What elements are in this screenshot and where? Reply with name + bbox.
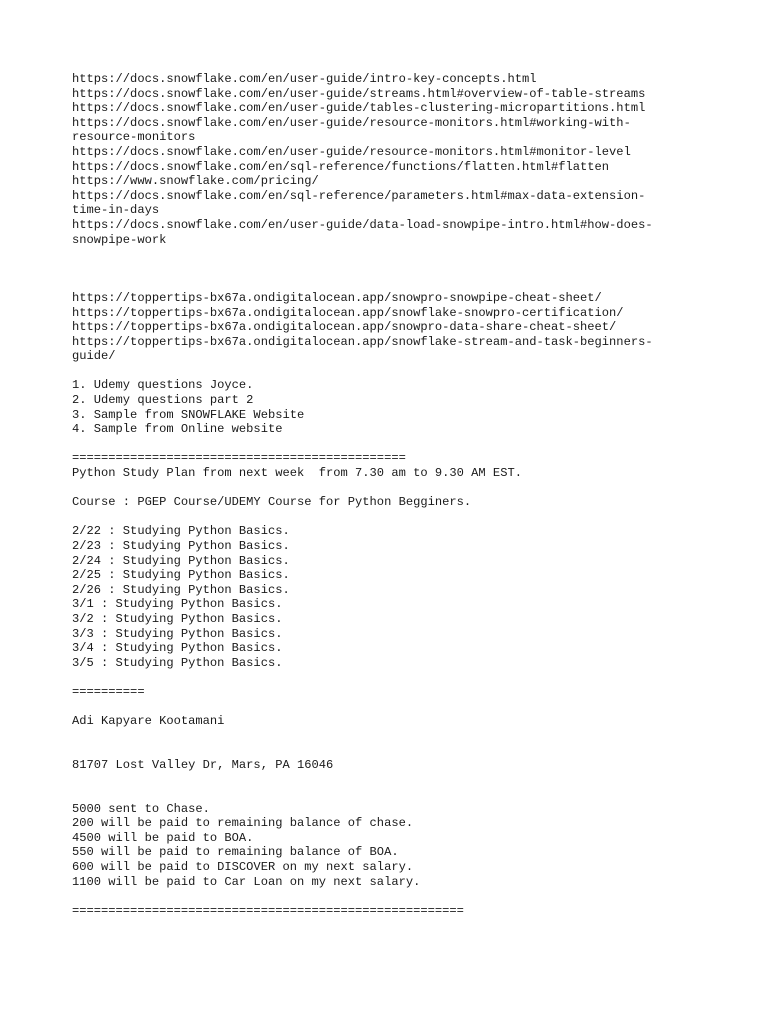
- separator: ==========: [72, 684, 145, 699]
- list-item: 4. Sample from Online website: [72, 422, 283, 437]
- link-line: snowpipe-work: [72, 232, 167, 247]
- schedule-item: 2/22 : Studying Python Basics.: [72, 524, 290, 539]
- link-line: https://www.snowflake.com/pricing/: [72, 174, 319, 189]
- snowflake-links-section: [72, 72, 712, 247]
- link-line: https://docs.snowflake.com/en/user-guide/streams.html#overview-of-table-streams: [72, 86, 646, 101]
- blank-line: [72, 743, 712, 758]
- schedule-item: 3/2 : Studying Python Basics.: [72, 611, 283, 626]
- payment-item: 4500 will be paid to BOA.: [72, 830, 254, 845]
- blank-line: [72, 700, 712, 715]
- link-line: https://docs.snowflake.com/en/user-guide/data-load-snowpipe-intro.html#how-does-: [72, 217, 653, 232]
- list-item: 1. Udemy questions Joyce.: [72, 378, 254, 393]
- link-line: https://docs.snowflake.com/en/user-guide/resource-monitors.html#working-with-: [72, 115, 631, 130]
- course-line: Course : PGEP Course/UDEMY Course for Python Begginers.: [72, 495, 472, 510]
- study-plan-heading: Python Study Plan from next week from 7.30 am to 9.30 AM EST.: [72, 466, 522, 481]
- schedule-item: 3/1 : Studying Python Basics.: [72, 597, 283, 612]
- blank-line: [72, 729, 712, 744]
- link-line: https://docs.snowflake.com/en/user-guide/intro-key-concepts.html: [72, 72, 537, 86]
- list-item: 2. Udemy questions part 2: [72, 393, 254, 408]
- blank-line: [72, 262, 712, 277]
- link-line: resource-monitors: [72, 130, 196, 145]
- blank-line: [72, 364, 712, 379]
- schedule-item: 2/23 : Studying Python Basics.: [72, 539, 290, 553]
- payment-item: 1100 will be paid to Car Loan on my next salary.: [72, 874, 421, 889]
- link-line: https://docs.snowflake.com/en/user-guide/resource-monitors.html#monitor-level: [72, 144, 631, 159]
- blank-line: [72, 670, 712, 685]
- blank-line: [72, 247, 712, 262]
- payment-item: 5000 sent to Chase.: [72, 801, 210, 816]
- payment-item: 200 will be paid to remaining balance of chase.: [72, 816, 414, 831]
- blank-line: [72, 276, 712, 291]
- schedule-item: 2/26 : Studying Python Basics.: [72, 582, 290, 597]
- study-schedule-list: [72, 524, 712, 670]
- payment-item: 600 will be paid to DISCOVER on my next salary.: [72, 860, 414, 875]
- link-line: https://toppertips-bx67a.ondigitalocean.app/snowpro-data-share-cheat-sheet/: [72, 320, 617, 335]
- question-sources-list: [72, 378, 712, 436]
- blank-line: [72, 437, 712, 452]
- link-line: guide/: [72, 349, 116, 364]
- schedule-item: 3/3 : Studying Python Basics.: [72, 626, 283, 641]
- link-line: https://toppertips-bx67a.ondigitalocean.app/snowflake-stream-and-task-beginners-: [72, 334, 653, 349]
- blank-line: [72, 773, 712, 788]
- link-line: https://toppertips-bx67a.ondigitalocean.app/snowflake-snowpro-certification/: [72, 305, 624, 320]
- document-page: [72, 72, 712, 918]
- link-line: https://docs.snowflake.com/en/sql-reference/functions/flatten.html#flatten: [72, 159, 610, 174]
- schedule-item: 3/5 : Studying Python Basics.: [72, 655, 283, 670]
- separator: ==============================================: [72, 451, 406, 466]
- address: 81707 Lost Valley Dr, Mars, PA 16046: [72, 757, 334, 772]
- schedule-item: 2/25 : Studying Python Basics.: [72, 568, 290, 583]
- schedule-item: 3/4 : Studying Python Basics.: [72, 641, 283, 656]
- blank-line: [72, 787, 712, 802]
- link-line: https://toppertips-bx67a.ondigitalocean.app/snowpro-snowpipe-cheat-sheet/: [72, 290, 602, 305]
- person-name: Adi Kapyare Kootamani: [72, 714, 225, 729]
- payments-list: [72, 802, 712, 890]
- schedule-item: 2/24 : Studying Python Basics.: [72, 553, 290, 568]
- blank-line: [72, 481, 712, 496]
- link-line: time-in-days: [72, 203, 160, 218]
- list-item: 3. Sample from SNOWFLAKE Website: [72, 407, 305, 422]
- separator: ======================================================: [72, 903, 464, 918]
- blank-line: [72, 510, 712, 525]
- link-line: https://docs.snowflake.com/en/sql-reference/parameters.html#max-data-extension-: [72, 188, 646, 203]
- blank-line: [72, 889, 712, 904]
- toppertips-links-section: [72, 291, 712, 364]
- link-line: https://docs.snowflake.com/en/user-guide/tables-clustering-micropartitions.html: [72, 101, 646, 116]
- payment-item: 550 will be paid to remaining balance of BOA.: [72, 845, 399, 860]
